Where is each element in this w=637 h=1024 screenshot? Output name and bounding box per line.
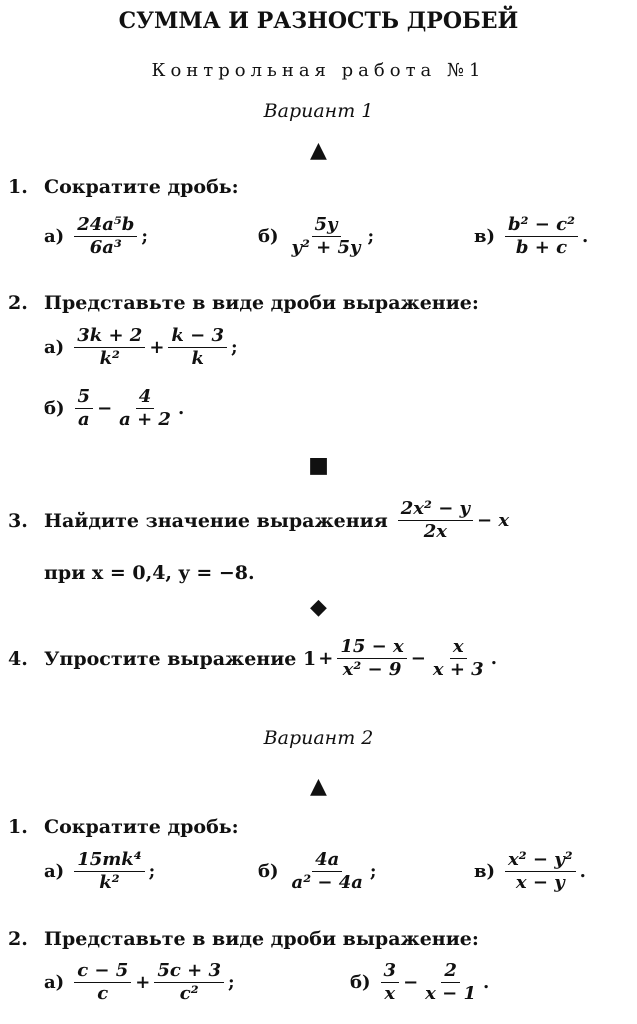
punctuation: ; — [228, 972, 235, 993]
numerator: 5 — [75, 386, 94, 409]
square-icon: ■ — [308, 453, 329, 478]
item-label: а) — [44, 972, 65, 993]
punctuation: . — [490, 648, 497, 669]
fraction — [75, 386, 94, 431]
numerator: 15 − x — [337, 636, 406, 659]
operator: + — [135, 972, 151, 993]
task-text: Сократите дробь: — [44, 176, 239, 198]
fraction — [74, 325, 145, 370]
denominator: k² — [99, 348, 120, 369]
punctuation: ; — [148, 861, 156, 882]
denominator: 2x — [423, 521, 448, 542]
operator: − — [403, 972, 419, 993]
triangle-icon: ▲ — [310, 774, 327, 799]
fraction — [74, 849, 144, 894]
v2-task-1-a — [44, 849, 155, 894]
denominator: k² — [99, 872, 120, 893]
item-label: б) — [44, 398, 65, 419]
denominator: x + 3 — [432, 659, 484, 680]
v1-task-1-c — [474, 214, 588, 259]
task-text: Упростите выражение 1 — [44, 647, 317, 670]
task-text: Представьте в виде дроби выражение: — [44, 928, 479, 950]
punctuation: . — [177, 398, 185, 419]
item-label: б) — [258, 861, 279, 882]
numerator: c − 5 — [74, 960, 131, 983]
v2-task-1-c — [474, 849, 586, 894]
punctuation: . — [483, 972, 490, 993]
punctuation: ; — [141, 226, 149, 247]
denominator: a + 2 — [119, 409, 171, 430]
variant-1-label: Вариант 1 — [263, 100, 374, 122]
denominator: x − 1 — [425, 983, 477, 1004]
task-number: 1. — [8, 816, 28, 838]
numerator: 3 — [381, 960, 400, 983]
numerator: x — [450, 636, 467, 659]
task-number: 3. — [8, 509, 28, 532]
item-label: в) — [474, 861, 496, 882]
v1-task-1-b — [258, 214, 374, 259]
task-number: 1. — [8, 176, 28, 198]
fraction — [116, 386, 174, 431]
item-label: а) — [44, 226, 65, 247]
v2-task-2-a — [44, 960, 235, 1005]
triangle-icon: ▲ — [310, 138, 327, 163]
numerator: 3k + 2 — [74, 325, 145, 348]
operator: + — [149, 337, 165, 358]
diamond-icon: ◆ — [310, 595, 327, 620]
task-number: 2. — [8, 928, 28, 950]
task-number: 4. — [8, 647, 28, 670]
v1-task-2-heading — [8, 292, 479, 314]
page-subtitle: Контрольная работа №1 — [151, 60, 486, 81]
fraction — [289, 849, 366, 894]
numerator: x² − y² — [505, 849, 576, 872]
fraction — [422, 960, 479, 1005]
v1-task-1-heading — [8, 176, 239, 198]
operator: + — [318, 648, 334, 669]
fraction — [168, 325, 227, 370]
item-label: б) — [350, 972, 371, 993]
numerator: 15mk⁴ — [74, 849, 144, 872]
fraction — [505, 214, 578, 259]
denominator: b + c — [515, 237, 568, 258]
variant-2-label: Вариант 2 — [263, 727, 374, 749]
denominator: a — [77, 409, 90, 430]
numerator: k − 3 — [168, 325, 227, 348]
v2-task-1-heading — [8, 816, 239, 838]
task-text: Представьте в виде дроби выражение: — [44, 292, 479, 314]
fraction — [381, 960, 400, 1005]
task-number: 2. — [8, 292, 28, 314]
denominator: 6a³ — [89, 237, 122, 258]
v2-task-2-b — [350, 960, 489, 1005]
operator: − — [97, 398, 113, 419]
punctuation: ; — [231, 337, 238, 358]
numerator: 2x² − y — [398, 498, 473, 521]
numerator: 4 — [136, 386, 155, 409]
denominator: x — [384, 983, 396, 1004]
denominator: y² + 5y — [291, 237, 361, 258]
numerator: 2 — [441, 960, 460, 983]
denominator: k — [191, 348, 204, 369]
task-text: Сократите дробь: — [44, 816, 239, 838]
fraction — [430, 636, 487, 681]
numerator: 5c + 3 — [154, 960, 224, 983]
denominator: a² − 4a — [291, 872, 363, 893]
fraction — [337, 636, 406, 681]
v2-task-1-b — [258, 849, 377, 894]
denominator: x − y — [515, 872, 565, 893]
item-label: а) — [44, 861, 65, 882]
item-label: в) — [474, 226, 496, 247]
v1-task-4 — [8, 636, 497, 681]
numerator: 4a — [312, 849, 342, 872]
page-title: СУММА И РАЗНОСТЬ ДРОБЕЙ — [118, 8, 519, 34]
denominator: c — [97, 983, 109, 1004]
punctuation: ; — [369, 861, 377, 882]
numerator: b² − c² — [505, 214, 578, 237]
fraction — [398, 498, 473, 543]
task-text: Найдите значение выражения — [44, 509, 388, 532]
v1-task-3 — [8, 498, 511, 543]
fraction — [74, 214, 137, 259]
item-label: а) — [44, 337, 65, 358]
v2-task-2-heading — [8, 928, 479, 950]
fraction — [505, 849, 576, 894]
expression-tail: − x — [477, 510, 510, 531]
v1-task-3-condition: при x = 0,4, y = −8. — [44, 562, 255, 584]
fraction — [289, 214, 364, 259]
operator: − — [410, 648, 426, 669]
numerator: 24a⁵b — [74, 214, 137, 237]
item-label: б) — [258, 226, 279, 247]
fraction — [154, 960, 224, 1005]
denominator: x² − 9 — [342, 659, 402, 680]
numerator: 5y — [312, 214, 341, 237]
fraction — [74, 960, 131, 1005]
v1-task-1-a — [44, 214, 148, 259]
v1-task-2-a — [44, 325, 238, 370]
v1-task-2-b — [44, 386, 184, 431]
punctuation: ; — [367, 226, 375, 247]
denominator: c² — [179, 983, 199, 1004]
punctuation: . — [581, 226, 589, 247]
punctuation: . — [579, 861, 586, 882]
